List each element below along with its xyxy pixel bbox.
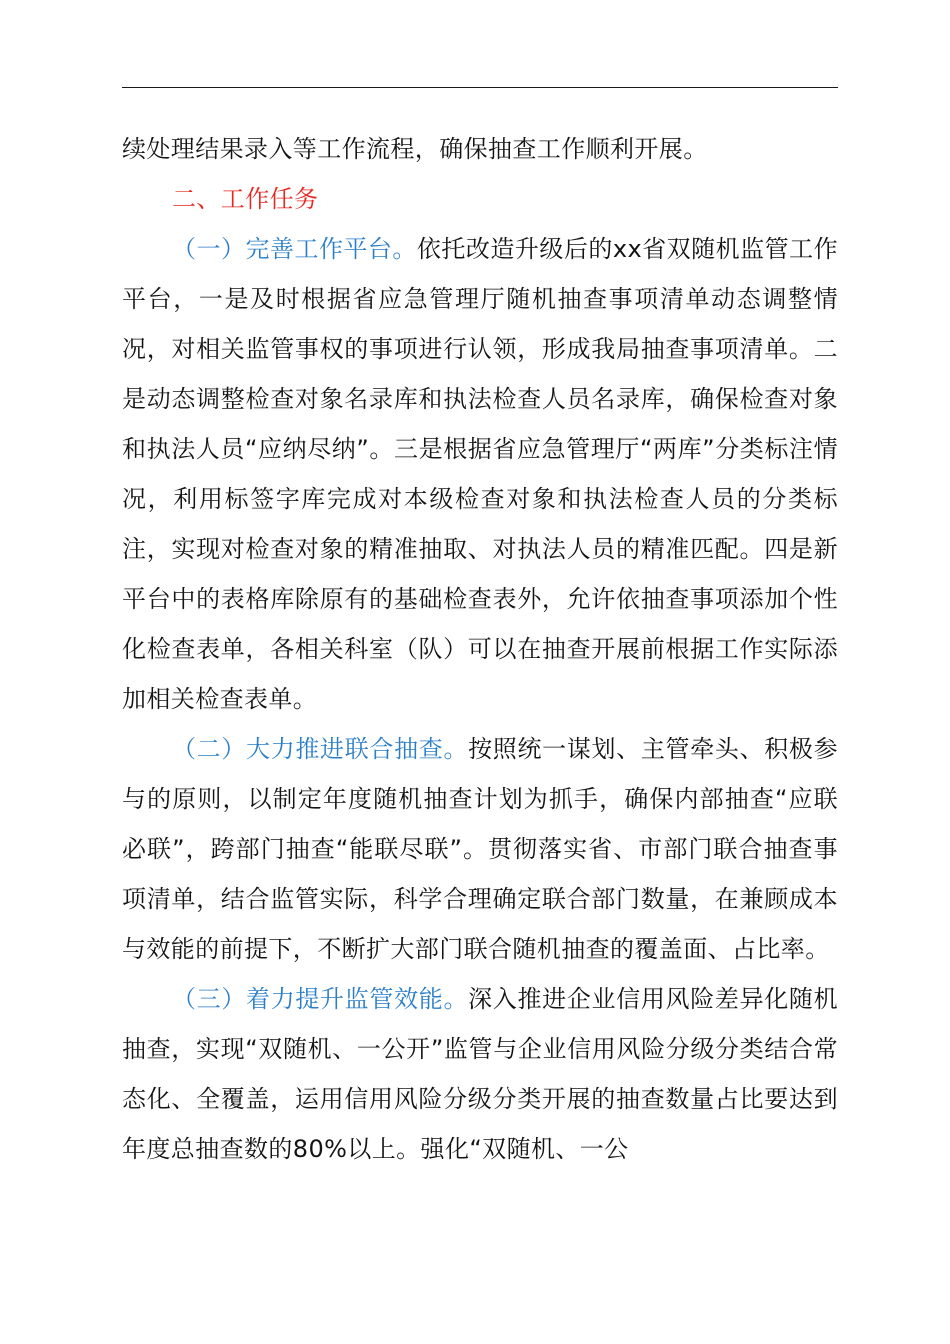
task-paragraph-3 [122, 974, 838, 1174]
task-paragraph-1 [122, 224, 838, 724]
task-heading-2: （二）大力推进联合抽查。 [172, 735, 469, 763]
document-body [122, 124, 838, 1174]
task-paragraph-2 [122, 724, 838, 974]
task-body-2: 按照统一谋划、主管牵头、积极参与的原则，以制定年度随机抽查计划为抓手，确保内部抽查“应联必联”，跨部门抽查“能联尽联”。贯彻落实省、市部门联合抽查事项清单，结合监管实际，科学合理确定联合部门数量，在兼顾成本与效能的前提下，不断扩大部门联合随机抽查的覆盖面、占比率。 [122, 735, 839, 963]
task-body-3: 深入推进企业信用风险差异化随机抽查，实现“双随机、一公开”监管与企业信用风险分级分类结合常态化、全覆盖，运用信用风险分级分类开展的抽查数量占比要达到年度总抽查数的80%以上。强化“双随机、一公 [122, 985, 838, 1163]
header-rule [122, 87, 838, 88]
section-heading-paragraph [122, 174, 838, 224]
task-heading-1: （一）完善工作平台。 [172, 235, 417, 263]
task-heading-3: （三）着力提升监管效能。 [172, 985, 469, 1013]
intro-paragraph [122, 124, 838, 174]
task-body-1: 依托改造升级后的xx省双随机监管工作平台，一是及时根据省应急管理厅随机抽查事项清单动态调整情况，对相关监管事权的事项进行认领，形成我局抽查事项清单。二是动态调整检查对象名录库和执法检查人员名录库，确保检查对象和执法人员“应纳尽纳”。三是根据省应急管理厅“两库”分类标注情况，利用标签字库完成对本级检查对象和执法检查人员的分类标注，实现对检查对象的精准抽取、对执法人员的精准匹配。四是新平台中的表格库除原有的基础检查表外，允许依抽查事项添加个性化检查表单，各相关科室（队）可以在抽查开展前根据工作实际添加相关检查表单。 [122, 235, 838, 713]
section-heading: 二、工作任务 [172, 185, 319, 213]
intro-text: 续处理结果录入等工作流程，确保抽查工作顺利开展。 [122, 135, 708, 163]
